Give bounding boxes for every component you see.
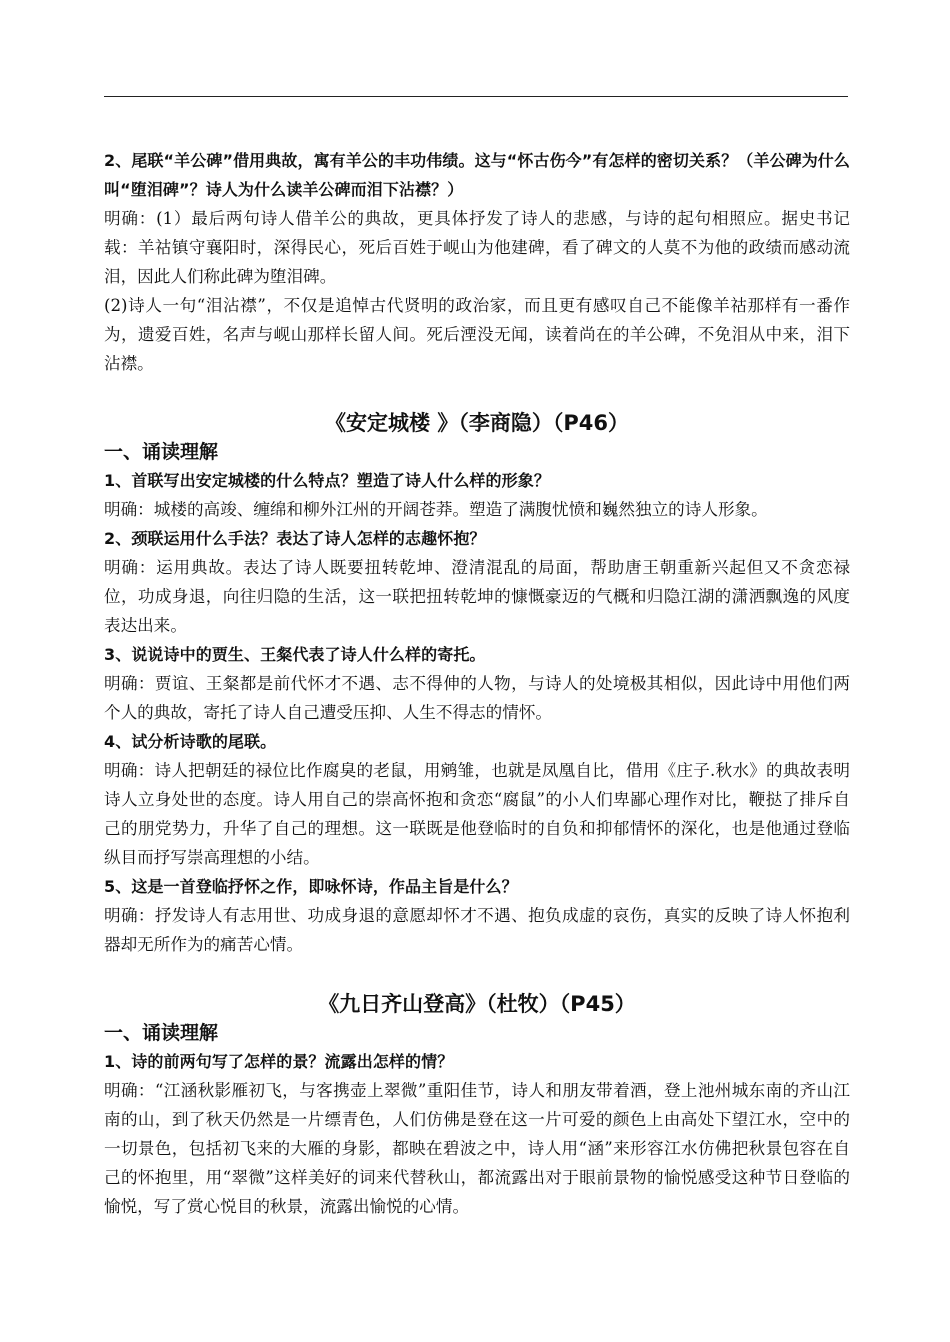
answer-2-part2: (2)诗人一句“泪沾襟”，不仅是追悼古代贤明的政治家，而且更有感叹自己不能像羊祜那样有一番作为，遗爱百姓，名声与岘山那样长留人间。死后湮没无闻，读着尚在的羊公碑，不免泪从中来，泪下沾襟。 [104, 296, 850, 373]
header-rule [104, 96, 848, 97]
part1 [104, 146, 850, 378]
answer-1: 明确：城楼的高竣、缠绵和柳外江州的开阔苍莽。塑造了满腹忧愤和巍然独立的诗人形象。 [104, 500, 768, 519]
question-5: 5、这是一首登临抒怀之作，即咏怀诗，作品主旨是什么？ [104, 877, 518, 896]
poem-title-anding: 《安定城楼 》（李商隐）（P46） [325, 411, 629, 435]
section-heading: 一、诵读理解 [104, 441, 219, 463]
part3 [104, 989, 850, 1221]
answer-5: 明确：抒发诗人有志用世、功成身退的意愿却怀才不遇、抱负成虚的哀伤，真实的反映了诗人怀抱利器却无所作为的痛苦心情。 [104, 906, 850, 954]
question-2: 2、尾联“羊公碑”借用典故，寓有羊公的丰功伟绩。这与“怀古伤今”有怎样的密切关系？（羊公碑为什么叫“堕泪碑”？诗人为什么读羊公碑而泪下沾襟？） [104, 151, 850, 199]
answer-1: 明确：“江涵秋影雁初飞，与客携壶上翠微”重阳佳节，诗人和朋友带着酒，登上池州城东南的齐山江南的山，到了秋天仍然是一片缥青色，人们仿佛是登在这一片可爱的颜色上由高处下望江水，空中的一切景色，包括初飞来的大雁的身影，都映在碧波之中，诗人用“涵”来形容江水仿佛把秋景包容在自己的怀抱里，用“翠微”这样美好的词来代替秋山，都流露出对于眼前景物的愉悦感受这种节日登临的愉悦，写了赏心悦目的秋景，流露出愉悦的心情。 [104, 1081, 850, 1216]
answer-4: 明确：诗人把朝廷的禄位比作腐臭的老鼠，用鹓雏，也就是凤凰自比，借用《庄子.秋水》的典故表明诗人立身处世的态度。诗人用自己的崇高怀抱和贪恋“腐鼠”的小人们卑鄙心理作对比，鞭挞了排斥自己的朋党势力，升华了自己的理想。这一联既是他登临时的自负和抑郁情怀的深化，也是他通过登临纵目而抒写崇高理想的小结。 [104, 761, 850, 867]
question-4: 4、试分析诗歌的尾联。 [104, 732, 277, 751]
document-body [104, 146, 850, 1221]
part2 [104, 408, 850, 959]
answer-2-part1: 明确：(1）最后两句诗人借羊公的典故，更具体抒发了诗人的悲感，与诗的起句相照应。据史书记载：羊祜镇守襄阳时，深得民心，死后百姓于岘山为他建碑，看了碑文的人莫不为他的政绩而感动流泪，因此人们称此碑为堕泪碑。 [104, 209, 850, 286]
question-1: 1、诗的前两句写了怎样的景？流露出怎样的情？ [104, 1052, 454, 1071]
question-1: 1、首联写出安定城楼的什么特点？塑造了诗人什么样的形象？ [104, 471, 550, 490]
question-2: 2、颈联运用什么手法？表达了诗人怎样的志趣怀抱？ [104, 529, 486, 548]
answer-2: 明确：运用典故。表达了诗人既要扭转乾坤、澄清混乱的局面，帮助唐王朝重新兴起但又不贪恋禄位，功成身退，向往归隐的生活，这一联把扭转乾坤的慷慨豪迈的气概和归隐江湖的潇洒飘逸的风度表达出来。 [104, 558, 850, 635]
poem-title-jiuri: 《九日齐山登高》（杜牧）（P45） [318, 992, 636, 1016]
answer-3: 明确：贾谊、王粲都是前代怀才不遇、志不得伸的人物，与诗人的处境极其相似，因此诗中用他们两个人的典故，寄托了诗人自己遭受压抑、人生不得志的情怀。 [104, 674, 850, 722]
question-3: 3、说说诗中的贾生、王粲代表了诗人什么样的寄托。 [104, 645, 486, 664]
section-heading: 一、诵读理解 [104, 1022, 219, 1044]
